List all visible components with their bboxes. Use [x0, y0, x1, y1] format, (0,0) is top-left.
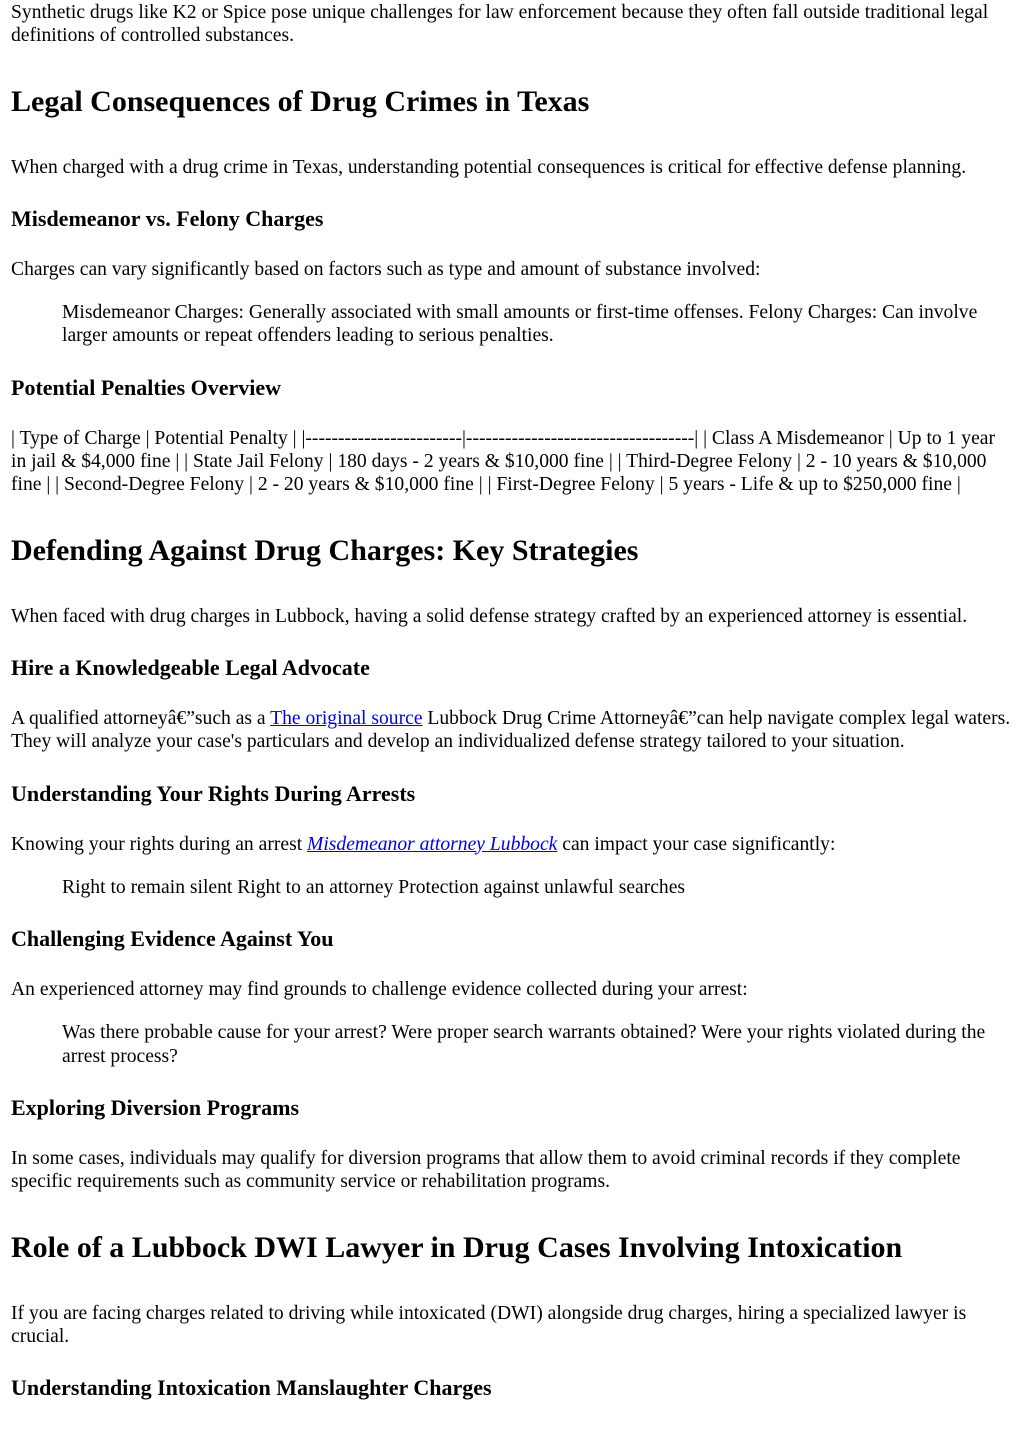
penalties-table-text: | Type of Charge | Potential Penalty | |------------------------|-----------------------------------| | Class A Misdemeanor | Up to 1 year in jail & $4,000 fine | | State Jail Felony | 180 days - 2 years & $10,000 fine | | Third-Degree Felony | 2 - 10 years & $10,000 fine | | Second-Degree Felony | 2 - 20 years & $10,000 fine | | First-Degree Felony | 5 years - Life & up to $250,000 fine |: [11, 427, 996, 496]
subheading-diversion-programs: Exploring Diversion Programs: [11, 1095, 300, 1121]
subheading-challenging-evidence: Challenging Evidence Against You: [11, 926, 334, 952]
subheading-misdemeanor-vs-felony: Misdemeanor vs. Felony Charges: [11, 205, 324, 231]
subheading-hire-advocate: Hire a Knowledgeable Legal Advocate: [11, 654, 370, 680]
dwi-intro-paragraph: If you are facing charges related to driving while intoxicated (DWI) alongside drug charges, hiring a specialized lawyer is crucial.: [11, 1302, 967, 1347]
hire-text-after: Lubbock Drug Crime Attorneyâ€”can help navigate complex legal waters. They will analyze your case's particulars and develop an individualized defense strategy tailored to your situation.: [11, 707, 1011, 753]
intro-paragraph: Synthetic drugs like K2 or Spice pose unique challenges for law enforcement because they often fall outside traditional legal definitions of controlled substances.: [11, 2, 989, 47]
defending-intro-paragraph: When faced with drug charges in Lubbock, having a solid defense strategy crafted by an experienced attorney is essential.: [11, 605, 968, 627]
section-heading-legal-consequences: Legal Consequences of Drug Crimes in Texas: [11, 84, 590, 118]
misdemeanor-felony-paragraph: Charges can vary significantly based on factors such as type and amount of substance involved:: [11, 258, 761, 280]
article: [0, 1, 1024, 1401]
evidence-quote: Was there probable cause for your arrest? Were proper search warrants obtained? Were your rights violated during the arrest process?: [62, 1022, 986, 1067]
hire-advocate-paragraph: [11, 707, 1013, 754]
subheading-intoxication-manslaughter: Understanding Intoxication Manslaughter Charges: [11, 1375, 492, 1401]
hire-text-before: A qualified attorneyâ€”such as a: [11, 707, 271, 729]
legal-intro-paragraph: When charged with a drug crime in Texas, understanding potential consequences is critical for effective defense planning.: [11, 156, 967, 178]
subheading-rights-during-arrests: Understanding Your Rights During Arrests: [11, 780, 416, 806]
evidence-paragraph: An experienced attorney may find grounds to challenge evidence collected during your arrest:: [11, 979, 748, 1001]
rights-text-before: Knowing your rights during an arrest: [11, 833, 308, 855]
section-heading-defending: Defending Against Drug Charges: Key Strategies: [11, 533, 639, 567]
diversion-paragraph: In some cases, individuals may qualify for diversion programs that allow them to avoid criminal records if they complete specific requirements such as community service or rehabilitation programs.: [11, 1148, 961, 1193]
rights-paragraph: [11, 833, 1013, 856]
misdemeanor-felony-quote: Misdemeanor Charges: Generally associated with small amounts or first-time offenses. Felony Charges: Can involve larger amounts or repeat offenders leading to serious penalties.: [62, 302, 978, 347]
rights-text-after: can impact your case significantly:: [557, 833, 836, 855]
subheading-potential-penalties: Potential Penalties Overview: [11, 374, 282, 400]
section-heading-dwi-lawyer: Role of a Lubbock DWI Lawyer in Drug Cases Involving Intoxication: [11, 1230, 903, 1264]
misdemeanor-attorney-link[interactable]: Misdemeanor attorney Lubbock: [307, 833, 558, 855]
original-source-link[interactable]: The original source: [270, 707, 423, 729]
rights-quote: Right to remain silent Right to an attorney Protection against unlawful searches: [62, 876, 686, 898]
